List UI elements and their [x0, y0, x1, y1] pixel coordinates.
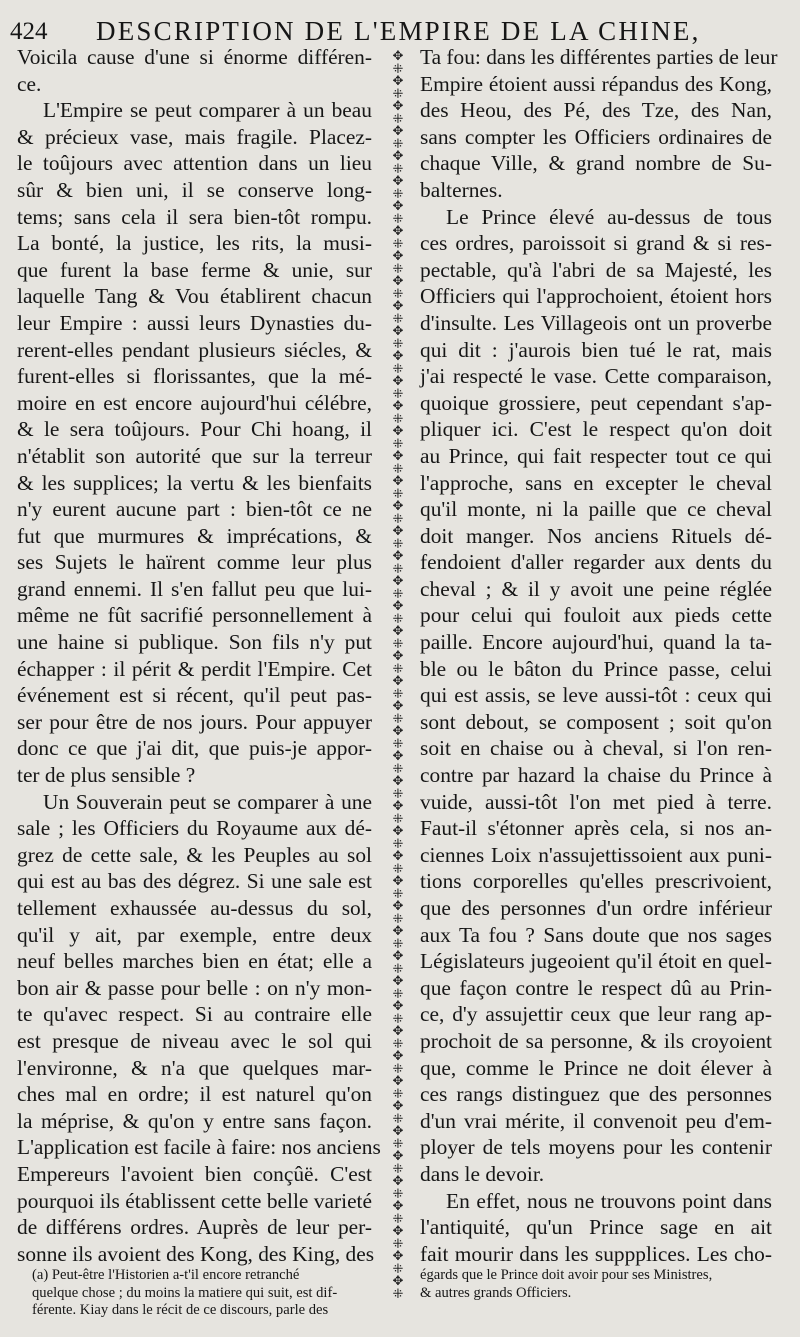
right-column-line: quoique grossiere, peut cependant s'ap-: [420, 390, 772, 415]
left-column-line: Empereurs l'avoient bien conçûë. C'est: [17, 1161, 372, 1186]
right-column-line: ces rangs distinguez que des personnes: [420, 1082, 772, 1107]
right-column-line: pliquer ici. C'est le respect qu'on doit: [420, 417, 772, 442]
left-column-line: ses Sujets le haïrent comme leur plus: [17, 550, 372, 575]
left-column-line: sonne ils avoient des Kong, des King, des: [17, 1241, 375, 1266]
left-column-line: sûr & bien uni, il se conserve long-: [17, 177, 372, 202]
left-column-line: furent-elles si florissantes, que la mé-: [17, 364, 372, 389]
right-column-line: tions corporelles qu'elles prescrivoient,: [420, 869, 772, 894]
right-column-line: ciennes Loix n'assujettissoient aux puni-: [420, 842, 772, 867]
left-column-line: bon air & passe pour belle : on n'y mon-: [17, 975, 372, 1000]
right-column-line: soit en chaise ou à cheval, si l'on ren-: [420, 736, 772, 761]
left-column-line: le toûjours avec attention dans un lieu: [17, 151, 372, 176]
right-column-line: que des personnes d'un ordre inférieur: [420, 896, 772, 920]
left-column-line: la méprise, & qu'on y entre sans façon.: [17, 1108, 372, 1133]
right-column-line: sont debout, se composent ; soit qu'on: [420, 709, 772, 734]
right-column-line: l'approche, sans en excepter le cheval: [420, 470, 772, 495]
left-text-column: [17, 44, 381, 1267]
right-column-line: dans le devoir.: [420, 1161, 545, 1186]
left-column-line: moire en est encore aujourd'hui célébre,: [17, 390, 372, 415]
footnote-line: égards que le Prince doit avoir pour ses Ministres,: [420, 1267, 713, 1283]
left-column-line: L'application est facile à faire: nos anciens: [17, 1135, 381, 1160]
footnote-line: férente. Kiay dans le récit de ce discours, parle des: [32, 1302, 329, 1319]
footnote-right: [420, 1267, 792, 1302]
left-column-line: de différens ordres. Auprès de leur per-: [17, 1215, 372, 1240]
right-column-line: vuide, aussi-tôt l'on met pied à terre.: [420, 789, 772, 814]
left-column-line: Un Souverain peut se comparer à une: [43, 789, 372, 814]
running-title: DESCRIPTION DE L'EMPIRE DE LA CHINE,: [96, 16, 701, 46]
footnote-left: [32, 1267, 384, 1320]
right-column-line: Ta fou: dans les différentes parties de leur: [420, 45, 778, 69]
footnote-line: & autres grands Officiers.: [420, 1284, 572, 1301]
right-text-column: [420, 44, 778, 1267]
right-column-line: Empire étoient aussi répandus des Kong,: [420, 71, 772, 96]
right-column-line: pour celui qui fouloit aux pieds cette: [420, 603, 772, 628]
left-column-line: La bonté, la justice, les rits, la musi-: [17, 231, 372, 256]
left-column-line: laquelle Tang & Vou établirent chacun: [17, 284, 372, 309]
right-column-line: j'ai respecté le vase. Cette comparaison,: [420, 364, 772, 389]
right-column-line: prochoit de sa personne, & ils croyoient: [420, 1028, 772, 1053]
right-column-line: chaque Ville, & grand nombre de Su-: [420, 151, 772, 176]
right-column-line: d'un vrai mérite, il convenoit peu d'em-: [420, 1108, 772, 1133]
left-column-line: tellement exhaussée au-dessus du sol,: [17, 896, 372, 920]
left-column-line: événement est si récent, qu'il peut pas-: [17, 683, 372, 708]
right-column-line: au Prince, qui fait respecter tout ce qui: [420, 443, 772, 468]
right-column-line: que, comme le Prince ne doit élever à: [420, 1055, 772, 1080]
right-column-line: balternes.: [420, 177, 503, 202]
right-column-line: fait mourir dans les suppplices. Les cho-: [420, 1241, 772, 1266]
right-column-line: ce, d'y assujettir ceux que leur rang ap-: [420, 1002, 772, 1027]
right-column-line: cheval ; & il y avoit une peine réglée: [420, 576, 772, 601]
right-column-line: ble ou le bâton du Prince passe, celui: [420, 656, 772, 681]
left-column-line: ter de plus sensible ?: [17, 763, 196, 788]
right-column-line: l'antiquité, qu'un Prince sage en ait: [420, 1215, 772, 1240]
left-column-line: grez de cette sale, & les Peuples au sol: [17, 842, 372, 867]
left-column-line: tems; sans cela il sera bien-tôt rompu.: [17, 204, 372, 229]
right-column-line: qu'il monte, ni la paille que ce cheval: [420, 497, 772, 522]
page-header: [8, 14, 792, 48]
left-column-line: ce.: [17, 71, 42, 96]
right-column-line: contre par hazard la chaise du Prince à: [420, 763, 772, 788]
left-column-line: pourquoi ils établissent cette belle varieté: [17, 1188, 372, 1213]
right-column-line: ces ordres, paroissoit si grand & si res-: [420, 231, 772, 256]
right-column-line: qui dit : j'aurois bien tué le rat, mais: [420, 337, 772, 362]
left-column-line: ches mal en ordre; il est naturel qu'on: [17, 1082, 372, 1107]
left-column-line: grand ennemi. Il s'en fallut peu que lui-: [17, 576, 372, 601]
left-column-line: même ne fût sacrifié personnellement à: [17, 603, 372, 628]
left-column-line: te qu'avec respect. Si au contraire elle: [17, 1002, 372, 1027]
left-column-line: & précieux vase, mais fragile. Placez-: [17, 124, 372, 149]
right-column-line: ployer de tels moyens pour les contenir: [420, 1135, 772, 1160]
left-column-line: qui est au bas des dégrez. Si une sale est: [17, 869, 372, 894]
left-column-line: est presque de niveau avec le sol qui: [17, 1028, 372, 1053]
right-column-line: Législateurs jugeoient qu'il étoit en quel-: [420, 949, 772, 974]
left-column-line: rerent-elles pendant plusieurs siécles, &: [17, 337, 372, 362]
right-column-line: sans compter les Officiers ordinaires de: [420, 124, 772, 149]
left-column-line: sale ; les Officiers du Royaume aux dé-: [17, 816, 372, 841]
right-column-line: En effet, nous ne trouvons point dans: [446, 1188, 772, 1213]
left-column-line: n'y eurent aucune part : bien-tôt ce ne: [17, 497, 372, 522]
left-column-line: Voicila cause d'une si énorme différen-: [17, 45, 372, 69]
page-number: 424: [10, 18, 48, 45]
left-column-line: fut que murmures & imprécations, &: [17, 523, 372, 548]
left-column-line: ser pour être de nos jours. Pour appuyer: [17, 709, 372, 734]
left-column-line: neuf belles marches bien en état; elle a: [17, 949, 372, 974]
left-column-line: que furent la base ferme & unie, sur: [17, 257, 372, 282]
right-column-line: paille. Encore aujourd'hui, quand la ta-: [420, 630, 772, 655]
right-column-line: Officiers qui l'approchoient, étoient hors: [420, 284, 772, 309]
left-column-line: qu'il y ait, par exemple, entre deux: [17, 922, 372, 947]
left-column-line: L'Empire se peut comparer à un beau: [43, 98, 372, 123]
right-column-line: des Heou, des Pé, des Tze, des Nan,: [420, 98, 772, 123]
right-column-line: qui est assis, se leve aussi-tôt : ceux qui: [420, 683, 772, 708]
left-column-line: donc ce que j'ai dit, que puis-je appor-: [17, 736, 372, 761]
left-column-line: une haine si publique. Son fils n'y put: [17, 630, 372, 655]
right-column-line: Le Prince élevé au-dessus de tous: [446, 204, 772, 229]
right-column-line: fendoient d'aller regarder aux dents du: [420, 550, 772, 575]
column-divider-ornament: ✥ ⁜ ✥ ⁜ ✥ ⁜ ✥ ⁜ ✥ ⁜ ✥ ⁜ ✥ ⁜ ✥ ⁜ ✥ ⁜ ✥ ⁜ ✥ ⁜ ✥ ⁜ ✥ ⁜ ✥ ⁜ ✥ ⁜ ✥ ⁜ ✥ ⁜ ✥ ⁜ ✥ ⁜ ✥ ⁜ ✥ ⁜ ✥ ⁜ ✥ ⁜ ✥ ⁜ ✥ ⁜ ✥ ⁜ ✥ ⁜ ✥ ⁜ ✥ ⁜ ✥ ⁜ ✥ ⁜ ✥ ⁜ ✥ ⁜ ✥ ⁜ ✥ ⁜ ✥ ⁜ ✥ ⁜ ✥ ⁜ ✥ ⁜ ✥ ⁜ ✥ ⁜ ✥ ⁜ ✥ ⁜ ✥ ⁜ ✥ ⁜ ✥ ⁜ ✥ ⁜ ✥ ⁜ ✥ ⁜ ✥ ⁜: [392, 50, 404, 1301]
right-column-line: d'insulte. Les Villageois ont un proverbe: [420, 310, 772, 335]
right-column-line: que façon contre le respect dû au Prin-: [420, 975, 772, 1000]
left-column-line: leur Empire : aussi leurs Dynasties du-: [17, 310, 372, 335]
right-column-line: doit manger. Nos anciens Rituels dé-: [420, 523, 772, 548]
left-column-line: échapper : il périt & perdit l'Empire. Cet: [17, 656, 372, 681]
footnote-line: (a) Peut-être l'Historien a-t'il encore retranché: [32, 1267, 300, 1283]
right-column-line: pectable, qu'à l'abri de sa Majesté, les: [420, 257, 772, 282]
left-column-line: n'établit son autorité que sur la terreur: [17, 443, 372, 468]
footnote-line: quelque chose ; du moins la matiere qui suit, est dif-: [32, 1284, 338, 1301]
left-column-line: & les supplices; la vertu & les bienfaits: [17, 470, 372, 495]
left-column-line: & le sera toûjours. Pour Chi hoang, il: [17, 417, 372, 442]
right-column-line: Faut-il s'étonner après cela, si nos an-: [420, 816, 772, 841]
right-column-line: aux Ta fou ? Sans doute que nos sages: [420, 922, 772, 947]
left-column-line: l'environne, & n'a que quelques mar-: [17, 1055, 372, 1080]
